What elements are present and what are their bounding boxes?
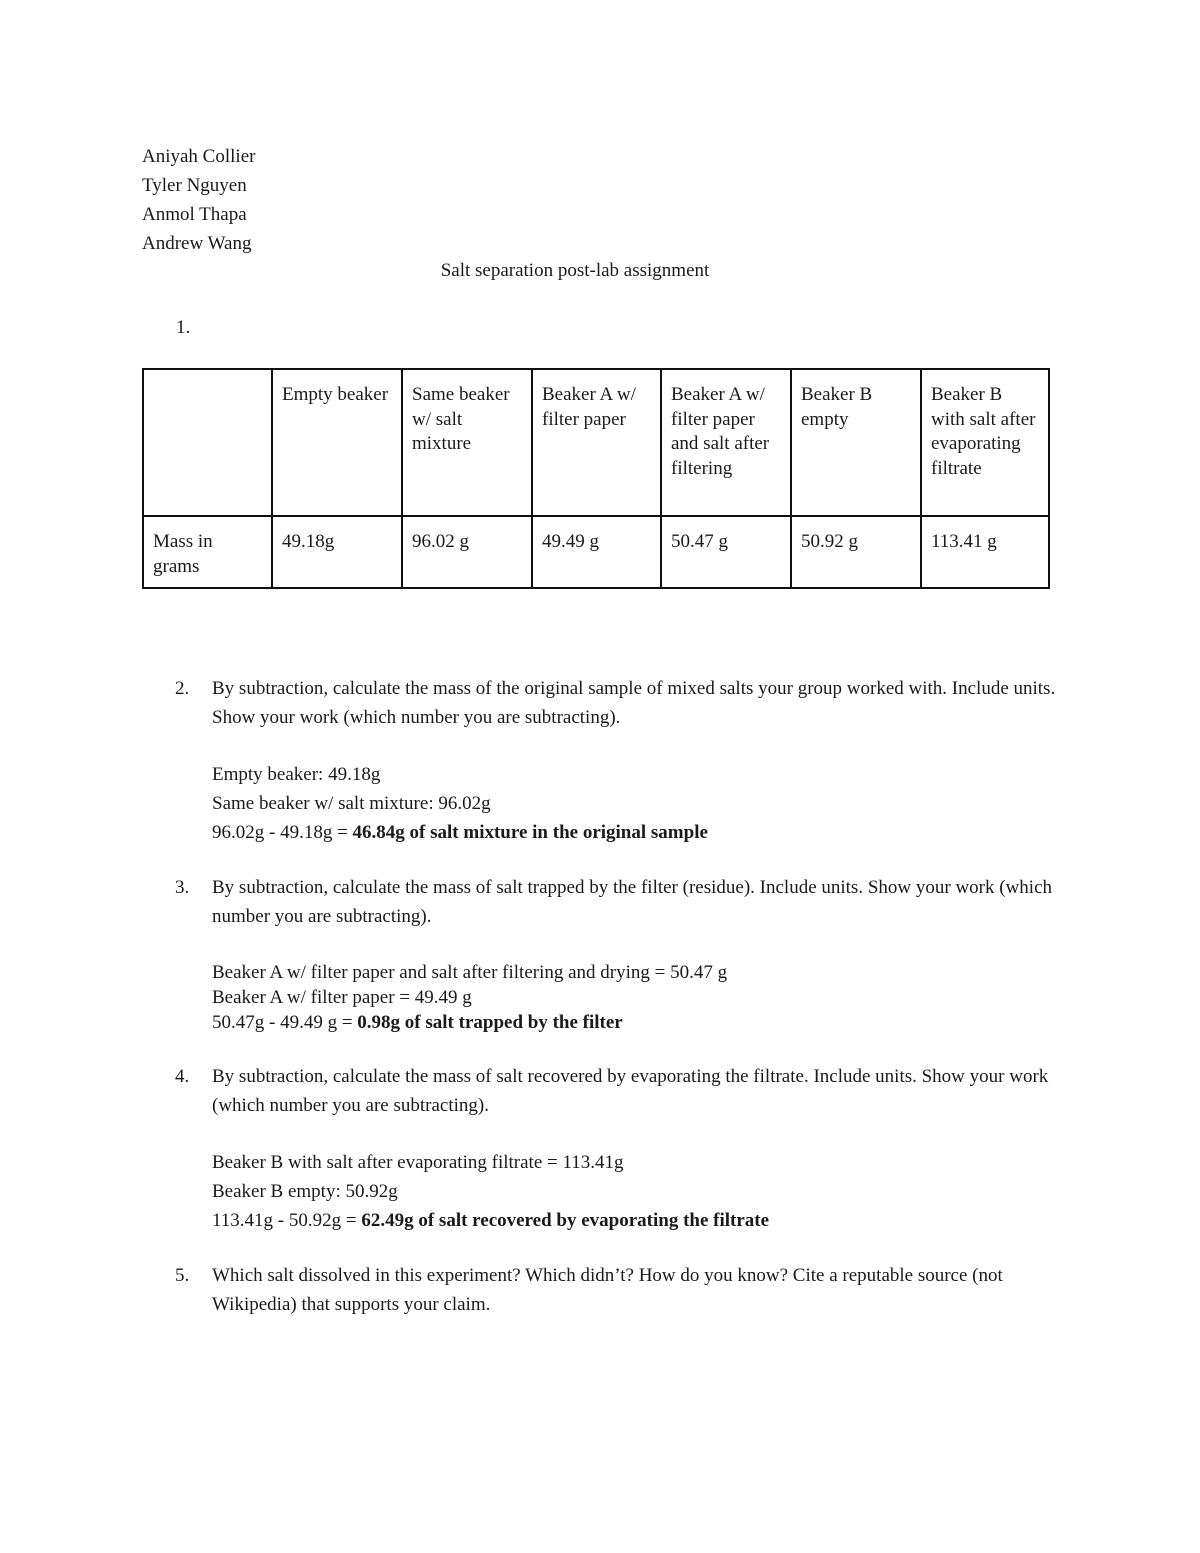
table-cell: 50.92 g (791, 516, 921, 588)
calculation-line (212, 1206, 1062, 1235)
work-line: Beaker B empty: 50.92g (212, 1181, 398, 1202)
work-line: Beaker A w/ filter paper and salt after filtering and drying = 50.47 g (212, 962, 728, 983)
calculation: 113.41g - 50.92g = (212, 1210, 362, 1231)
author-list (142, 142, 255, 258)
table-header-cell: Empty beaker (272, 369, 402, 516)
table-cell: 113.41 g (921, 516, 1049, 588)
table-header-cell (143, 369, 272, 516)
author-name: Andrew Wang (142, 233, 252, 254)
answer: 62.49g of salt recovered by evaporating the filtrate (361, 1210, 770, 1231)
question-text: By subtraction, calculate the mass of the original sample of mixed salts your group worked with. Include units. Show your work (which number you are subtracting). (212, 678, 1056, 728)
row-label-cell: Mass in grams (143, 516, 272, 588)
calculation: 96.02g - 49.18g = (212, 822, 353, 843)
question-number: 3. (175, 877, 190, 898)
author-name: Aniyah Collier (142, 146, 256, 167)
question-4-work (212, 1148, 1062, 1235)
question-2-work (212, 760, 1062, 847)
work-line: Beaker A w/ filter paper = 49.49 g (212, 987, 472, 1008)
table-cell: 49.18g (272, 516, 402, 588)
question-number: 4. (175, 1066, 190, 1087)
question-number: 5. (175, 1265, 190, 1286)
document-title: Salt separation post-lab assignment (440, 260, 710, 281)
calculation-line (212, 1010, 1062, 1035)
work-line: Same beaker w/ salt mixture: 96.02g (212, 793, 491, 814)
question-1-number: 1. (176, 317, 191, 338)
answer: 46.84g of salt mixture in the original sample (352, 822, 708, 843)
question-text: Which salt dissolved in this experiment? Which didn’t? How do you know? Cite a reputable source (not Wikipedia) that supports your claim. (212, 1265, 1003, 1315)
mass-data-table (142, 368, 1050, 589)
question-3-work (212, 960, 1062, 1035)
author-name: Anmol Thapa (142, 204, 247, 225)
calculation: 50.47g - 49.49 g = (212, 1012, 358, 1033)
table-header-cell: Beaker A w/ filter paper and salt after filtering (661, 369, 791, 516)
table-header-cell: Beaker B empty (791, 369, 921, 516)
table-header-row (143, 369, 1049, 516)
table-cell: 49.49 g (532, 516, 661, 588)
table-header-cell: Beaker B with salt after evaporating filtrate (921, 369, 1049, 516)
question-number: 2. (175, 678, 190, 699)
table-cell: 96.02 g (402, 516, 532, 588)
table-row (143, 516, 1049, 588)
table-header-cell: Same beaker w/ salt mixture (402, 369, 532, 516)
answer: 0.98g of salt trapped by the filter (357, 1012, 623, 1033)
question-text: By subtraction, calculate the mass of salt recovered by evaporating the filtrate. Include units. Show your work (which number you are subtracting). (212, 1066, 1049, 1116)
question-text: By subtraction, calculate the mass of salt trapped by the filter (residue). Include units. Show your work (which number you are subtracting). (212, 877, 1052, 927)
work-line: Empty beaker: 49.18g (212, 764, 381, 785)
work-line: Beaker B with salt after evaporating filtrate = 113.41g (212, 1152, 624, 1173)
author-name: Tyler Nguyen (142, 175, 247, 196)
table-header-cell: Beaker A w/ filter paper (532, 369, 661, 516)
table-cell: 50.47 g (661, 516, 791, 588)
calculation-line (212, 818, 1062, 847)
